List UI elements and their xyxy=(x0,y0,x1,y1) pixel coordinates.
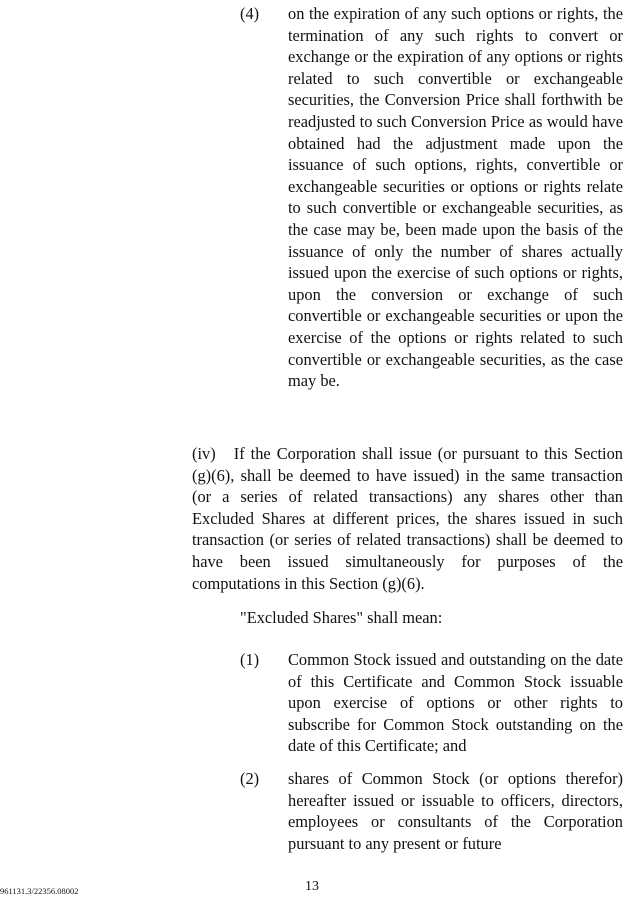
excluded-shares-heading: "Excluded Shares" shall mean: xyxy=(240,608,443,627)
section-iv-paragraph: (iv) If the Corporation shall issue (or pursuant to this Section (g)(6), shall be deemed to have issued) in the same transaction (or a series of related transactions) any shares other than Excluded Shares at different prices, the shares issued in such transaction (or series of related transactions) shall be deemed to have been issued simultaneously for purposes of the computations in this Section (g)(6). xyxy=(192,444,623,593)
page-number: 13 xyxy=(305,879,319,894)
excluded-item-1-number: (1) xyxy=(240,650,260,669)
footer-doc-id: 961131.3/22356.08002 xyxy=(0,886,79,896)
excluded-item-2-text: shares of Common Stock (or options therefor) hereafter issued or issuable to officers, directors, employees or consultants of the Corporation pursuant to any present or future xyxy=(288,769,623,853)
excluded-item-2-number: (2) xyxy=(240,769,260,788)
item-4-text: on the expiration of any such options or rights, the termination of any such rights to convert or exchange or the expiration of any options or rights related to such convertible or exchangeable securities, the Conversion Price shall forthwith be readjusted to such Conversion Price as would have obtained had the adjustment made upon the issuance of such options, rights, convertible or exchangeable securities or options or rights relate to such convertible or exchangeable securities, as the case may be, been made upon the basis of the issuance of only the number of shares actually issued upon the exercise of such options or rights, upon the conversion or exchange of such convertible or exchangeable securities or upon the exercise of the options or rights related to such convertible or exchangeable securities, as the case may be. xyxy=(288,4,623,391)
excluded-item-1-text: Common Stock issued and outstanding on the date of this Certificate and Common Stock issuable upon exercise of options or other rights to subscribe for Common Stock outstanding on the date of this Certificate; and xyxy=(288,650,623,756)
item-4-number: (4) xyxy=(240,4,260,23)
